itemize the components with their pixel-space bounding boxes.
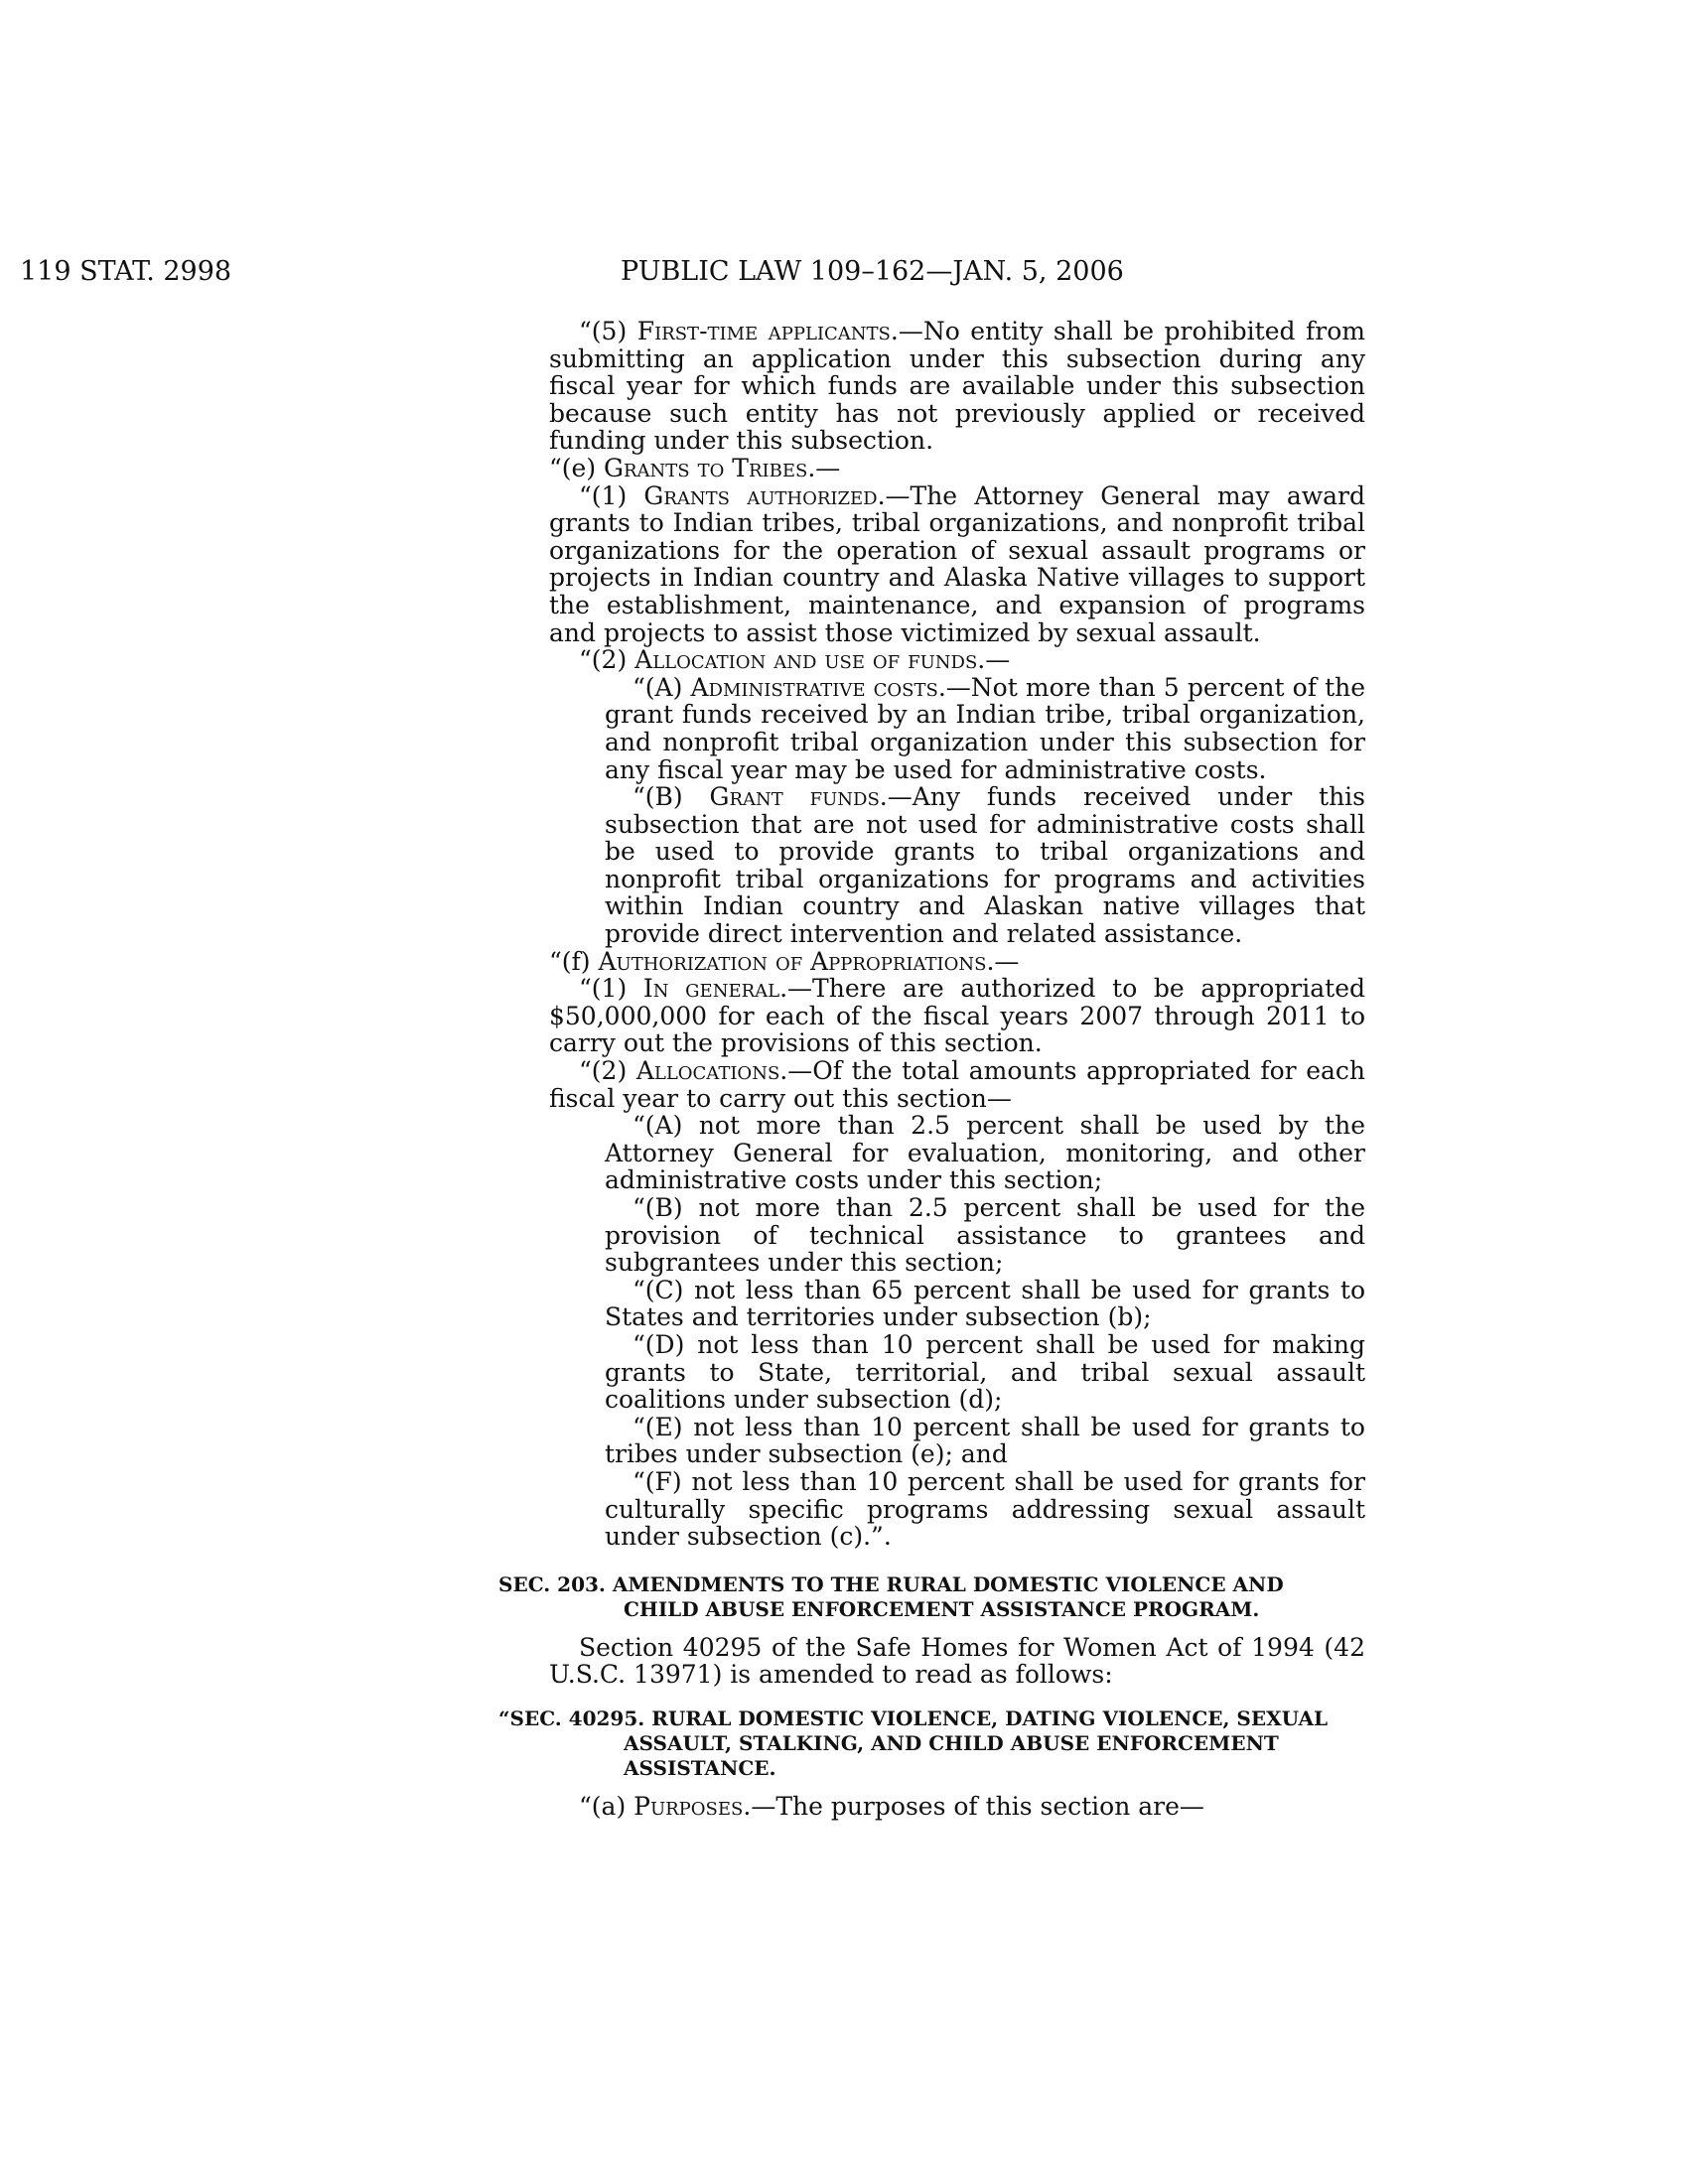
section-203-text: Section 40295 of the Safe Homes for Women Act of 1994 (42 U.S.C. 13971) is amended to read as follows: <box>549 1632 1365 1690</box>
public-law-title: PUBLIC LAW 109–162—JAN. 5, 2006 <box>621 256 1124 287</box>
paragraph-f2-allocations: “(2) Allocations.—Of the total amounts appropriated for each fiscal year to carry out this section— <box>549 1056 1366 1113</box>
subsection-f-heading: “(f) Authorization of Appropriations.— <box>549 946 1020 976</box>
subparagraph-e2a-administrative-costs: “(A) Administrative costs.—Not more than 5 percent of the grant funds received by an Indian tribe, tribal organization, and nonprofit tribal organization under this subsection for any fiscal year may be used for administrative costs. <box>605 672 1366 784</box>
paragraph-f1-in-general: “(1) In general.—There are authorized to be appropriated $50,000,000 for each of the fiscal years 2007 through 2011 to carry out the provisions of this section. <box>549 974 1366 1058</box>
subparagraph-e2b-grant-funds: “(B) Grant funds.—Any funds received under this subsection that are not used for administrative costs shall be used to provide grants to tribal organizations and nonprofit tribal organizations for programs and activities within Indian country and Alaskan native villages that provide direct intervention and related assistance. <box>605 782 1366 949</box>
subparagraph-f2f: “(F) not less than 10 percent shall be used for grants for culturally specific programs addressing sexual assault under subsection (c).”. <box>605 1466 1365 1552</box>
statute-page-number: 119 STAT. 2998 <box>20 256 232 287</box>
section-40295-heading: “SEC. 40295. RURAL DOMESTIC VIOLENCE, DATING VIOLENCE, SEXUAL ASSAULT, STALKING, AND CHILD ABUSE ENFORCEMENT ASSISTANCE. <box>498 1706 1329 1780</box>
paragraph-e2-allocation-heading: “(2) Allocation and use of funds.— <box>579 645 1011 675</box>
subsection-e-heading: “(e) Grants to Tribes.— <box>549 453 841 482</box>
subparagraph-f2a: “(A) not more than 2.5 percent shall be used by the Attorney General for evaluation, monitoring, and other administrative costs under this section; <box>605 1111 1365 1195</box>
subparagraph-f2d: “(D) not less than 10 percent shall be used for making grants to State, territorial, and tribal sexual assault coalitions under subsection (d); <box>605 1329 1365 1415</box>
document-body <box>498 317 1366 1821</box>
subparagraph-f2b: “(B) not more than 2.5 percent shall be used for the provision of technical assistance to grantees and subgrantees under this section; <box>605 1193 1365 1278</box>
paragraph-e1-grants-authorized: “(1) Grants authorized.—The Attorney General may award grants to Indian tribes, tribal organizations, and nonprofit tribal organizations for the operation of sexual assault programs or projects in Indian country and Alaska Native villages to support the establishment, maintenance, and expansion of programs and projects to assist those victimized by sexual assault. <box>549 480 1366 647</box>
section-203-heading: SEC. 203. AMENDMENTS TO THE RURAL DOMESTIC VIOLENCE AND CHILD ABUSE ENFORCEMENT ASSISTANCE PROGRAM. <box>498 1571 1284 1621</box>
subsection-a-purposes: “(a) Purposes.—The purposes of this section are— <box>579 1791 1204 1821</box>
subparagraph-f2c: “(C) not less than 65 percent shall be used for grants to States and territories under subsection (b); <box>605 1275 1365 1332</box>
page-header <box>0 256 1688 296</box>
subparagraph-f2e: “(E) not less than 10 percent shall be used for grants to tribes under subsection (e); and <box>605 1412 1365 1469</box>
paragraph-5-first-time-applicants: “(5) First-time applicants.—No entity shall be prohibited from submitting an application under this subsection during any fiscal year for which funds are available under this subsection because such entity has not previously applied or received funding under this subsection. <box>549 317 1365 456</box>
